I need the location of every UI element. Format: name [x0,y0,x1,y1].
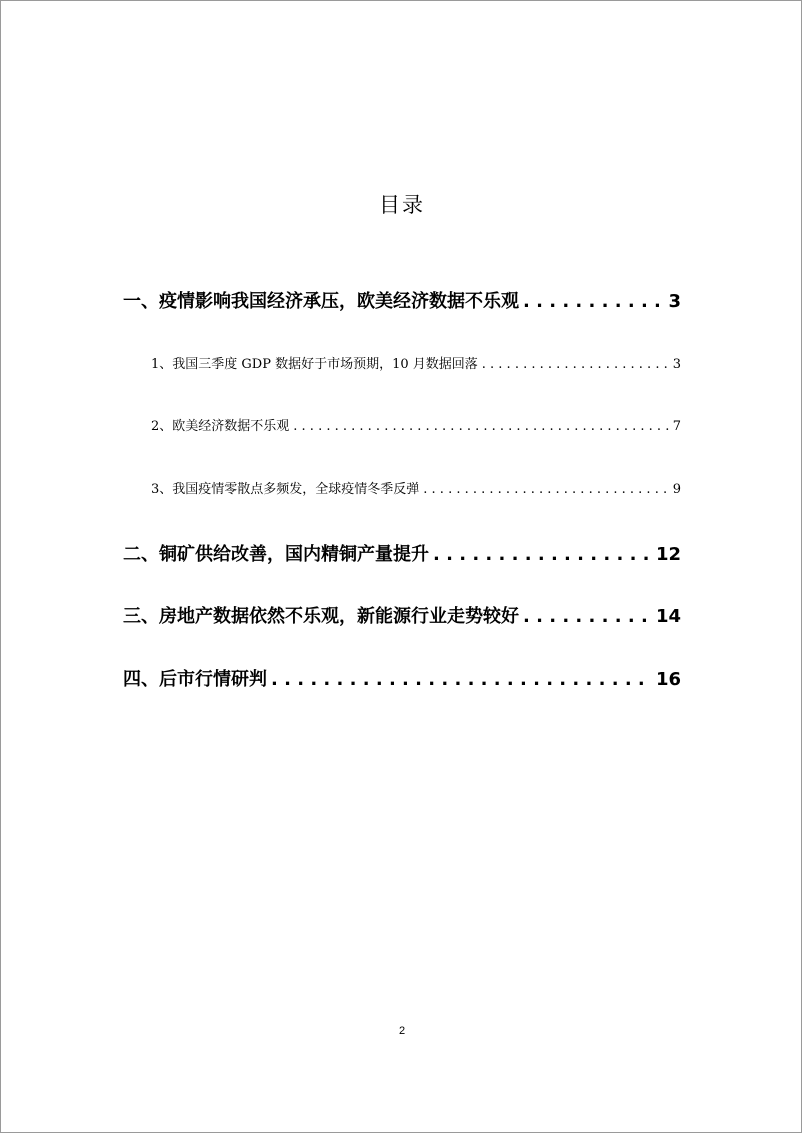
toc-entry-label: 2、欧美经济数据不乐观 [151,419,290,434]
dot-leader [482,357,669,372]
toc-entry-1-3[interactable] [151,478,681,497]
toc-title: 目录 [379,193,425,217]
toc-entry-page: 12 [655,544,681,565]
toc-entry-label: 三、房地产数据依然不乐观，新能源行业走势较好 [123,606,519,627]
toc-entry-page: 3 [672,357,681,372]
dot-leader [293,419,668,434]
toc-entry-page: 9 [672,482,681,497]
toc-entry-page: 14 [655,606,681,627]
toc-entry-page: 3 [668,291,681,312]
toc-entry-2[interactable] [123,540,681,566]
toc-entry-1-2[interactable] [151,415,681,434]
toc-entry-1[interactable] [123,287,681,313]
toc-entry-4[interactable] [123,665,681,691]
dot-leader [523,606,652,627]
toc-entry-1-1[interactable] [151,353,681,372]
dot-leader [433,544,652,565]
dot-leader [523,291,664,312]
toc-entry-label: 1、我国三季度 GDP 数据好于市场预期，10 月数据回落 [151,357,478,372]
toc-entry-label: 一、疫情影响我国经济承压，欧美经济数据不乐观 [123,291,519,312]
dot-leader [423,482,668,497]
toc-entry-3[interactable] [123,602,681,628]
toc-entry-page: 7 [672,419,681,434]
toc-entry-label: 3、我国疫情零散点多频发，全球疫情冬季反弹 [151,482,420,497]
toc-entry-label: 二、铜矿供给改善，国内精铜产量提升 [123,544,429,565]
dot-leader [271,669,652,690]
toc-entry-label: 四、后市行情研判 [123,669,267,690]
toc-entry-page: 16 [655,669,681,690]
page-number: 2 [398,1025,406,1037]
